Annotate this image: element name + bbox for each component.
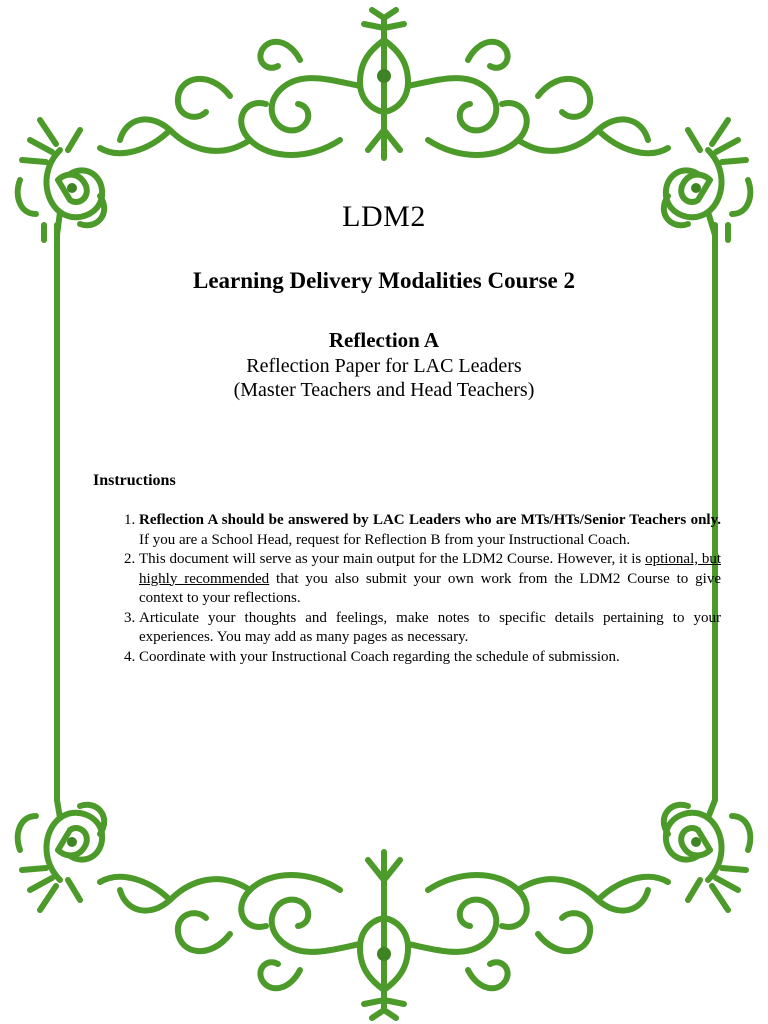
instruction-1-text: If you are a School Head, request for Reflection B from your Instructional Coach. [139,531,631,548]
instruction-2-underlined: optional, but highly recommended [139,551,721,587]
instructions-heading: Instructions [93,472,176,489]
course-title: Learning Delivery Modalities Course 2 [192,268,575,293]
reflection-title: Reflection A [328,328,440,352]
reflection-subtitle-line2: (Master Teachers and Head Teachers) [233,379,535,401]
instructions-list [92,511,721,667]
list-item [139,550,721,609]
instruction-4-text: Coordinate with your Instructional Coach regarding the schedule of submission. [139,648,620,665]
reflection-subtitle-line1: Reflection Paper for LAC Leaders [246,355,522,377]
list-item [139,609,721,648]
list-item [139,648,721,668]
list-item [139,511,721,550]
instruction-1-bold: Reflection A should be answered by LAC Leaders who are MTs/HTs/Senior Teachers only. [139,512,721,528]
instruction-2-text-before: This document will serve as your main output for the LDM2 Course. However, it is [139,551,646,567]
instruction-2-text-after: that you also submit your own work from the LDM2 Course to give context to your reflections. [139,570,721,606]
document-title: LDM2 [342,200,426,233]
instruction-3-text: Articulate your thoughts and feelings, make notes to specific details pertaining to your experiences. You may add as many pages as necessary. [139,609,721,645]
